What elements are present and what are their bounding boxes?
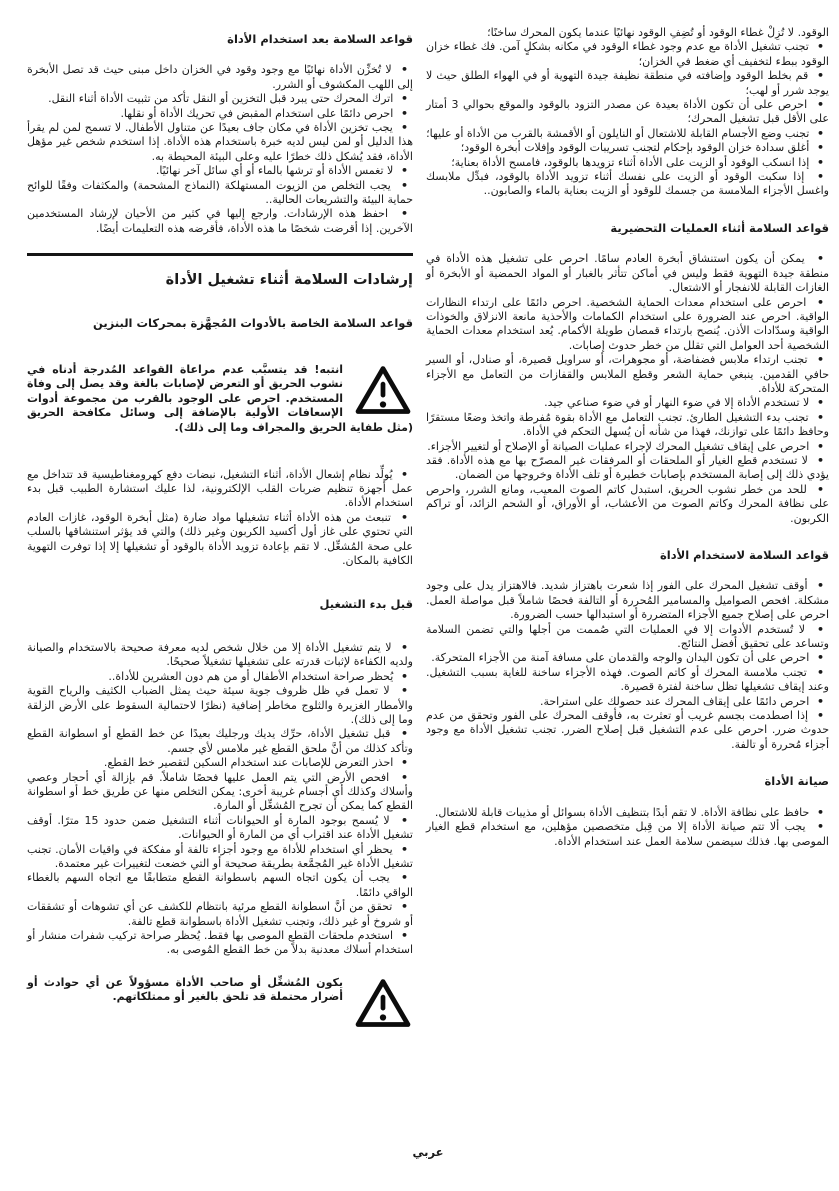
warning-text: يكون المُشغِّل أو صاحب الأداة مسؤولاً عن أي حوادث أو أضرار محتملة قد تلحق بالغير أو ممتلكاتهم. (27, 975, 343, 1004)
bullet-item: • تجنب ملامسة المحرك أو كاتم الصوت. فهذه الأجزاء ساخنة للغاية بسبب التشغيل. وعند إيقاف تشغيلها تظل ساخنة لفترة قصيرة. (426, 666, 829, 695)
bullet-item: • افحص الأرض التي يتم العمل عليها فحصًا شاملاً. قم بإزالة أي أحجار وعصي وأسلاك وكذلك أي أجسام غريبة أخرى: يمكن التخلص منها عن طريق خط أو اسطوانة القطع كما يمكن أن تجرح المُشغِّل أو المارة. (27, 771, 413, 814)
bullet-item: • إذا انسكب الوقود أو الزيت على الأداة أثناء تزويدها بالوقود، فامسح الأداة بعناية؛ (426, 156, 829, 170)
bullet-item: • يحظر أي استخدام للأداة مع وجود أجزاء تالفة أو مفككة في واقيات الأمان. تجنب تشغيل الأداة غير المُجمَّعة بطريقة صحيحة أو التي خضعت لتغييرات غير معتمدة. (27, 843, 413, 872)
two-column-layout (27, 26, 829, 1037)
bullet-item: • احرص على إيقاف تشغيل المحرك لإجراء عمليات الصيانة أو الإصلاح أو لتغيير الأجزاء. (426, 440, 829, 454)
bullet-list-usage (426, 579, 829, 752)
bullet-item: • يجب أن يكون اتجاه السهم باسطوانة القطع متطابقًا مع اتجاه السهم بالغطاء الواقي دائمًا. (27, 871, 413, 900)
left-column (27, 26, 413, 1037)
bullet-list-preparatory (426, 252, 829, 526)
bullet-item: • لا تستخدم قطع الغيار أو الملحقات أو المرفقات غير المصرّح بها مع هذه الأداة. فقد يؤدي ذلك إلى إصابة المستخدم بإصابات خطيرة أو تلف الأداة وخروجها من الضمان. (426, 454, 829, 483)
bullet-item: • يجب التخلص من الزيوت المستهلكة (النماذج المشحمة) والمكثفات وفقًا للوائح حماية البيئة والتشريعات الحالية.. (27, 179, 413, 208)
bullet-item: • احرص دائمًا على استخدام المقبض في تحريك الأداة أو نقلها. (27, 107, 413, 121)
subsection-heading-petrol-engine-tools: قواعد السلامة الخاصة بالأدوات المُجهَّزة بمحركات البنزين (93, 316, 413, 331)
bullet-item: • تجنب تشغيل الأداة مع عدم وجود غطاء الوقود في مكانه بشكلٍ آمن. فك غطاء خزان الوقود ببطء لتخفيف أي ضغط في الخزان؛ (426, 40, 829, 69)
bullet-item: • احرص دائمًا على إيقاف المحرك عند حصولك على استراحة. (426, 695, 829, 709)
bullet-item: • احفظ هذه الإرشادات. وارجع إليها في كثير من الأحيان لإرشاد المستخدمين الآخرين. إذا أقرضت شخصًا ما هذه الأداة، فأقرضه هذه التعليمات أيضًا. (27, 207, 413, 236)
bullet-item: • قم بخلط الوقود وإضافته في منطقة نظيفة جيدة التهوية أو في الهواء الطلق حيث لا يوجد شرر أو لهب؛ (426, 69, 829, 98)
bullet-item: • تجنب ارتداء ملابس فضفاضة، أو مجوهرات، أو سراويل قصيرة، أو صنادل، أو السير حافي القدمين. ينبغي حماية الشعر وقطع الملابس والقفازات من التعامل مع الأجزاء المتحركة للأداة. (426, 353, 829, 396)
bullet-item: • تنبعث من هذه الأداة أثناء تشغيلها مواد ضارة (مثل أبخرة الوقود، غازات العادم التي تحتوي على غاز أول أكسيد الكربون وغير ذلك) والتي قد يؤثر استنشاقها بالسلب على صحة المُشغِّل. لا تقم بإعادة تزويد الأداة بالوقود أو تشغيلها إلا إذا توفرت التهوية الكافية بالمكان. (27, 511, 413, 569)
bullet-item: • تجنب وضع الأجسام القابلة للاشتعال أو النايلون أو الأقمشة بالقرب من الأداة أو عليها؛ (426, 127, 829, 141)
bullet-item: • تحقق من أنَّ اسطوانة القطع مرئية بانتظام للكشف عن أي تشوهات أو تشققات أو شروخ أو غير ذلك، وتجنب تشغيل الأداة باسطوانة قطع تالفة. (27, 900, 413, 929)
bullet-item: • لا يُسمح بوجود المارة أو الحيوانات أثناء التشغيل ضمن حدود 15 مترًا. أوقف تشغيل الأداة عند اقتراب أي من المارة أو الحيوانات. (27, 814, 413, 843)
section-heading-preparatory-safety: قواعد السلامة أثناء العمليات التحضيرية (610, 220, 829, 235)
bullet-item: • إذا سكبت الوقود أو الزيت على نفسك أثناء تزويد الأداة بالوقود، فبدِّل ملابسك واغسل الأجزاء الملامسة من جسمك للوقود أو الزيت بعناية بالماء والصابون.. (426, 170, 829, 199)
right-column (426, 26, 829, 849)
section-heading-after-use-safety: قواعد السلامة بعد استخدام الأداة (227, 32, 413, 46)
bullet-list-after-use (27, 63, 413, 236)
bullet-item: • أغلق سدادة خزان الوقود بإحكام لتجنب تسريبات الوقود وإفلات أبخرة الوقود؛ (426, 141, 829, 155)
bullet-item: • احرص على أن تكون اليدان والوجه والقدمان على مسافة آمنة من الأجزاء المتحركة. (426, 651, 829, 665)
bullet-list-before-start (27, 641, 413, 958)
bullet-item: • لا تُخزِّن الأداة نهائيًا مع وجود وقود في الخزان داخل مبنى حيث قد تصل الأبخرة إلى اللهب المكشوف أو الشرر. (27, 63, 413, 92)
bullet-list-fuel (426, 40, 829, 198)
bullet-item: • إذا اصطدمت بجسم غريب أو تعثرت به، فأوقف المحرك على الفور وتحقق من عدم حدوث ضرر. احرص على عدم التشغيل قبل إصلاح الضرر. تجنب تشغيل الأداة مع وجود أجزاء مُحررة أو تالفة. (426, 709, 829, 752)
bullet-item: • تجنب بدء التشغيل الطارئ. تجنب التعامل مع الأداة بقوة مُفرطة واتخذ وضعًا مستقرًا وحافظ دائمًا على توازنك، فهذا من شأنه أن يُسهل التحكم في الأداة. (426, 411, 829, 440)
language-footer: عربي (412, 1145, 444, 1159)
section-heading-usage-safety: قواعد السلامة لاستخدام الأداة (660, 548, 829, 562)
bullet-item: • يجب ألا تتم صيانة الأداة إلا من قِبل متخصصين مؤهلين، مع استخدام قطع الغيار الموصى بها. فذلك سيضمن سلامة العمل عند استخدام الأداة. (426, 820, 829, 849)
warning-triangle-icon (355, 365, 411, 416)
bullet-item: • لا تستخدم الأداة إلا في ضوء النهار أو في ضوء صناعي جيد. (426, 396, 829, 410)
section-heading-before-start: قبل بدء التشغيل (319, 596, 413, 611)
bullet-item: • احرص على أن تكون الأداة بعيدة عن مصدر التزود بالوقود والموقع بحوالي 3 أمتار على الأقل قبل تشغيل المحرك؛ (426, 98, 829, 127)
bullet-item: • استخدم ملحقات القطع الموصى بها فقط. يُحظر صراحة تركيب شفرات منشار أو استخدام أسلاك معدنية بدلاً من خط القطع المُوصى به. (27, 929, 413, 958)
bullet-item: • لا تغمس الأداة أو ترشها بالماء أو أي سائل آخر نهائيًا. (27, 164, 413, 178)
bullet-item: • يجب تخزين الأداة في مكان جاف بعيدًا عن متناول الأطفال. لا تسمح لمن لم يقرأ هذا الدليل أو لمن ليس لديه خبرة باستخدام هذه الأداة. إذا استخدم شخص غير مؤهل الأداة، فقد يُشكل ذلك خطرًا عليه وعلى البيئة المحيطة به. (27, 121, 413, 164)
main-title: إرشادات السلامة أثناء تشغيل الأداة (165, 272, 413, 289)
bullet-item: • حافظ على نظافة الأداة. لا تقم أبدًا بتنظيف الأداة بسوائل أو مذيبات قابلة للاشتعال. (426, 806, 829, 820)
bullet-item: • للحد من خطر نشوب الحريق، استبدل كاتم الصوت المعيب، ومانع الشرر، واحرص على نظافة المحرك وكاتم الصوت من الأعشاب، أو الأوراق، أو الشحم الزائد، أو تراكم الكربون. (426, 483, 829, 526)
bullet-item: • لا يتم تشغيل الأداة إلا من خلال شخص لديه معرفة صحيحة بالاستخدام والصيانة ولديه الكفاءة لإثبات قدرته على تشغيلها تشغيلاً صحيحًا. (27, 641, 413, 670)
bullet-item: • لا تُستخدم الأدوات إلا في العمليات التي صُممت من أجلها والتي تضمن السلامة وتساعد على تحقيق أفضل النتائج. (426, 623, 829, 652)
bullet-item: • احذر التعرض للإصابات عند استخدام السكين لتقصير خط القطع. (27, 756, 413, 770)
section-heading-maintenance: صيانة الأداة (764, 774, 829, 789)
bullet-item: • يمكن أن يكون استنشاق أبخرة العادم سامًا. احرص على تشغيل هذه الأداة في منطقة جيدة التهوية فقط وليس في أماكن تتأثر بالغبار أو المواد الحمضية أو الأبخرة أو الغازات القابلة للانفجار أو الاشتعال. (426, 252, 829, 295)
bullet-list-maintenance (426, 806, 829, 849)
section-divider (27, 253, 413, 256)
bullet-item: • أوقف تشغيل المحرك على الفور إذا شعرت باهتزاز شديد. فالاهتزاز يدل على وجود مشكلة. افحص الصواميل والمسامير المُحررة أو التالفة فحصًا شاملاً قبل مواصلة العمل. احرص على إصلاح جميع الأجزاء المتضررة أو استبدالها حسب الضرورة. (426, 579, 829, 622)
bullet-item: • يُولِّد نظام إشعال الأداة، أثناء التشغيل، نبضات دفع كهرومغناطيسية قد تتداخل مع عمل أجهزة تنظيم ضربات القلب الإلكترونية، لذا عليك استشارة الطبيب قبل بدء استخدام الأداة. (27, 468, 413, 511)
bullet-item: • اترك المحرك حتى يبرد قبل التخزين أو النقل تأكد من تثبيت الأداة أثناء النقل. (27, 92, 413, 106)
bullet-item: • لا تعمل في ظل ظروف جوية سيئة حيث يمثل الضباب الكثيف والرياح القوية والأمطار الغزيرة والثلوج مخاطر إضافية (نظرًا لاحتمالية السقوط على الأرض الزلقة وما إلى ذلك). (27, 684, 413, 727)
continued-paragraph: الوقود. لا تُزِلْ غطاء الوقود أو تُضِفِ الوقود نهائيًا عندما يكون المحرك ساخنًا؛ (487, 26, 829, 39)
bullet-item: • قبل تشغيل الأداة، حرِّك يديك ورجليك بعيدًا عن خط القطع أو اسطوانة القطع وتأكد كذلك من أنَّ ملحق القطع غير ملامس لأي جسم. (27, 727, 413, 756)
warning-block-liability (27, 976, 413, 1031)
warning-text: انتبه! قد يتسبَّب عدم مراعاة القواعد المُدرجة أدناه في نشوب الحريق أو التعرض لإصابات بالغة وقد يصل إلى وفاة المستخدم. احرص على الوجود بالقرب من مجموعة أدوات الإسعافات الأولية بالإضافة إلى وسائل مكافحة الحريق (مثل طفاية الحريق والمجراف وما إلى ذلك). (27, 362, 413, 435)
bullet-list-warning-intro (27, 468, 413, 569)
warning-block-attention (27, 363, 413, 436)
bullet-item: • يُحظر صراحة استخدام الأطفال أو من هم دون العشرين للأداة.. (27, 670, 413, 684)
bullet-item: • احرص على استخدام معدات الحماية الشخصية. احرص دائمًا على ارتداء النظارات الواقية. احرص عند الضرورة على استخدام الكمامات والأحذية مانعة الانزلاق والخوذات الواقية وسدّادات الأذن. يُنصح بارتداء قمصان طويلة الأكمام. يُعد استخدام معدات الحماية الشخصية أحد العوامل التي تقلل من خطر حدوث إصابات. (426, 296, 829, 354)
warning-triangle-icon (355, 978, 411, 1029)
